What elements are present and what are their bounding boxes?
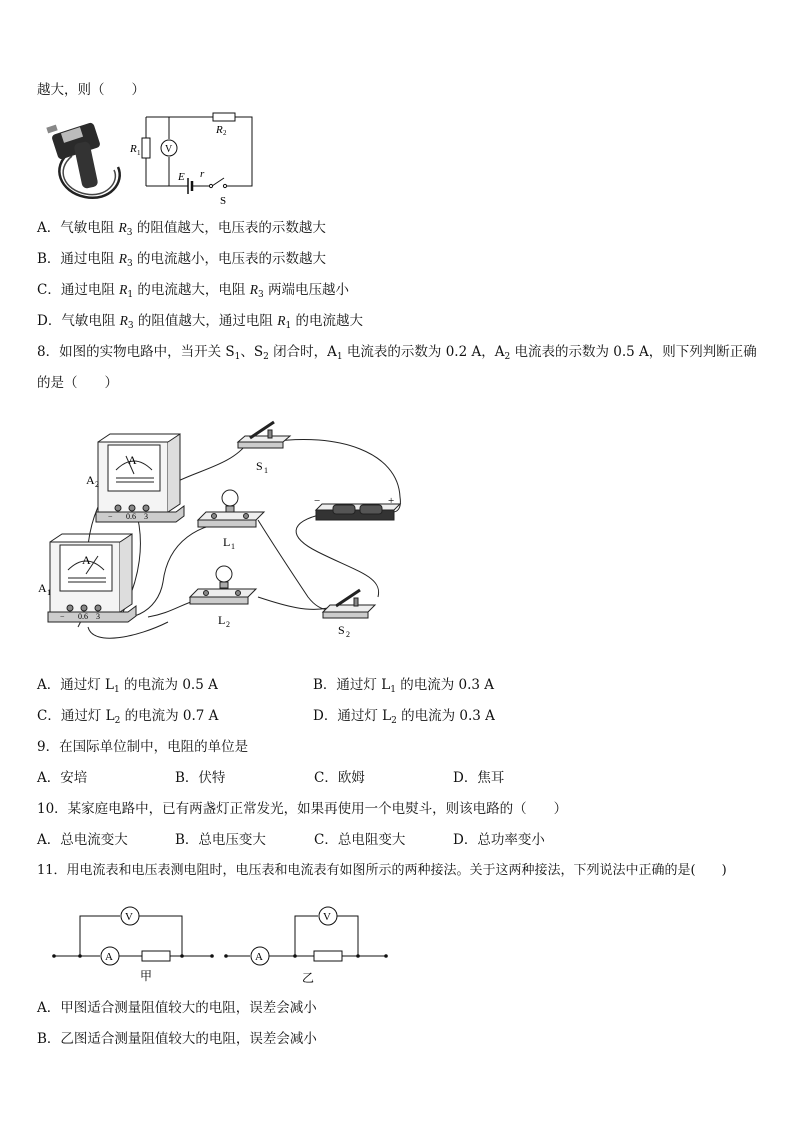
svg-text:0.6: 0.6 (78, 612, 88, 621)
svg-text:1: 1 (137, 149, 141, 157)
q7-option-d[interactable]: D．气敏电阻 $R_3$ 的阻值越大，通过电阻 $R_1$ 的电流越大 (37, 313, 363, 331)
svg-text:1: 1 (47, 588, 51, 597)
q9-option-a[interactable]: A．安培 (37, 770, 88, 786)
ammeter-a1 (48, 534, 136, 622)
svg-text:2: 2 (346, 630, 350, 639)
svg-text:2: 2 (226, 620, 230, 629)
resistor-r1 (142, 138, 150, 158)
q7-option-b[interactable]: B．通过电阻 $R_3$ 的电流越小，电压表的示数越大 (37, 251, 326, 269)
q7-option-a[interactable]: A．气敏电阻 $R_3$ 的阻值越大，电压表的示数越大 (37, 220, 326, 238)
switch-label: S (220, 195, 227, 207)
svg-text:3: 3 (96, 612, 100, 621)
q8-option-a[interactable]: A．通过灯 $L_1$ 的电流为 0.5 A (37, 677, 218, 695)
resistor-r2 (213, 113, 235, 121)
switch-s1 (238, 422, 290, 448)
ammeter-label-yi: A (255, 951, 263, 963)
q11-option-a[interactable]: A．甲图适合测量阻值较大的电阻，误差会减小 (37, 1000, 317, 1016)
q10-option-b[interactable]: B．总电压变大 (175, 832, 266, 848)
s1-label: S (256, 459, 263, 473)
s2-label: S (338, 623, 345, 637)
l2-label: L (218, 613, 226, 627)
voltmeter-label-yi: V (323, 911, 331, 923)
q9-option-b[interactable]: B．伏特 (175, 770, 226, 786)
svg-text:−: − (108, 512, 113, 521)
circuit-yi (226, 907, 386, 965)
a1-label: A (38, 581, 47, 595)
svg-text:A: A (128, 453, 137, 467)
q9-option-c[interactable]: C．欧姆 (314, 770, 365, 786)
q7-stem-tail: 越大，则（ ） (37, 82, 145, 98)
q10-option-a[interactable]: A．总电流变大 (37, 832, 128, 848)
q7-option-c[interactable]: C．通过电阻 $R_1$ 的电流越大，电阻 $R_3$ 两端电压越小 (37, 282, 349, 300)
jia-label: 甲 (140, 969, 153, 983)
svg-text:1: 1 (264, 466, 268, 475)
q11-stem: 11．用电流表和电压表测电阻时，电压表和电流表有如图所示的两种接法。关于这两种接法，下列说法中正确的是( ) (37, 863, 727, 878)
q10-option-c[interactable]: C．总电阻变大 (314, 832, 406, 848)
svg-text:1: 1 (231, 542, 235, 551)
switch-s2 (323, 590, 375, 618)
q10-stem: 10．某家庭电路中，已有两盏灯正常发光，如果再使用一个电熨斗，则该电路的（ ） (37, 801, 568, 817)
svg-text:2: 2 (223, 129, 227, 137)
r1-label: R (130, 143, 137, 155)
q8-option-c[interactable]: C．通过灯 $L_2$ 的电流为 0.7 A (37, 708, 219, 726)
ammeter-a2 (96, 434, 184, 522)
q7-circuit-diagram (128, 108, 258, 208)
q9-stem: 9．在国际单位制中，电阻的单位是 (37, 739, 249, 755)
svg-text:−: − (60, 612, 65, 621)
r2-label: R (216, 124, 223, 136)
q11-circuit-diagrams (48, 906, 393, 986)
ammeter-label-jia: A (105, 951, 113, 963)
svg-text:A: A (82, 553, 91, 567)
voltmeter-label: V (165, 144, 173, 155)
q11-option-b[interactable]: B．乙图适合测量阻值较大的电阻，误差会减小 (37, 1031, 317, 1047)
voltmeter-label-jia: V (125, 911, 133, 923)
q8-stem-line1: 8．如图的实物电路中，当开关 $S_1$、$S_2$ 闭合时，$A_1$ 电流表的示数为 0.2 A，$A_2$ 电流表的示数为 0.5 A，则下列判断正确 (37, 344, 757, 362)
lamp-l1 (198, 490, 264, 527)
svg-text:0.6: 0.6 (126, 512, 136, 521)
q9-option-d[interactable]: D．焦耳 (453, 770, 505, 786)
svg-text:3: 3 (144, 512, 148, 521)
l1-label: L (223, 535, 231, 549)
svg-text:+: + (388, 495, 395, 507)
q8-physical-circuit (38, 412, 418, 662)
q8-stem-line2: 的是（ ） (37, 375, 118, 391)
circuit-jia (54, 907, 212, 965)
q8-option-b[interactable]: B．通过灯 $L_1$ 的电流为 0.3 A (313, 677, 495, 695)
q8-option-d[interactable]: D．通过灯 $L_2$ 的电流为 0.3 A (313, 708, 495, 726)
breathalyzer-image (40, 112, 130, 204)
svg-text:−: − (314, 495, 321, 507)
emf-label: E (178, 171, 185, 183)
yi-label: 乙 (302, 971, 315, 985)
internal-resistance-label: r (200, 168, 205, 180)
svg-text:2: 2 (95, 480, 99, 489)
q10-option-d[interactable]: D．总功率变小 (453, 832, 545, 848)
lamp-l2 (190, 566, 256, 604)
a2-label: A (86, 473, 95, 487)
